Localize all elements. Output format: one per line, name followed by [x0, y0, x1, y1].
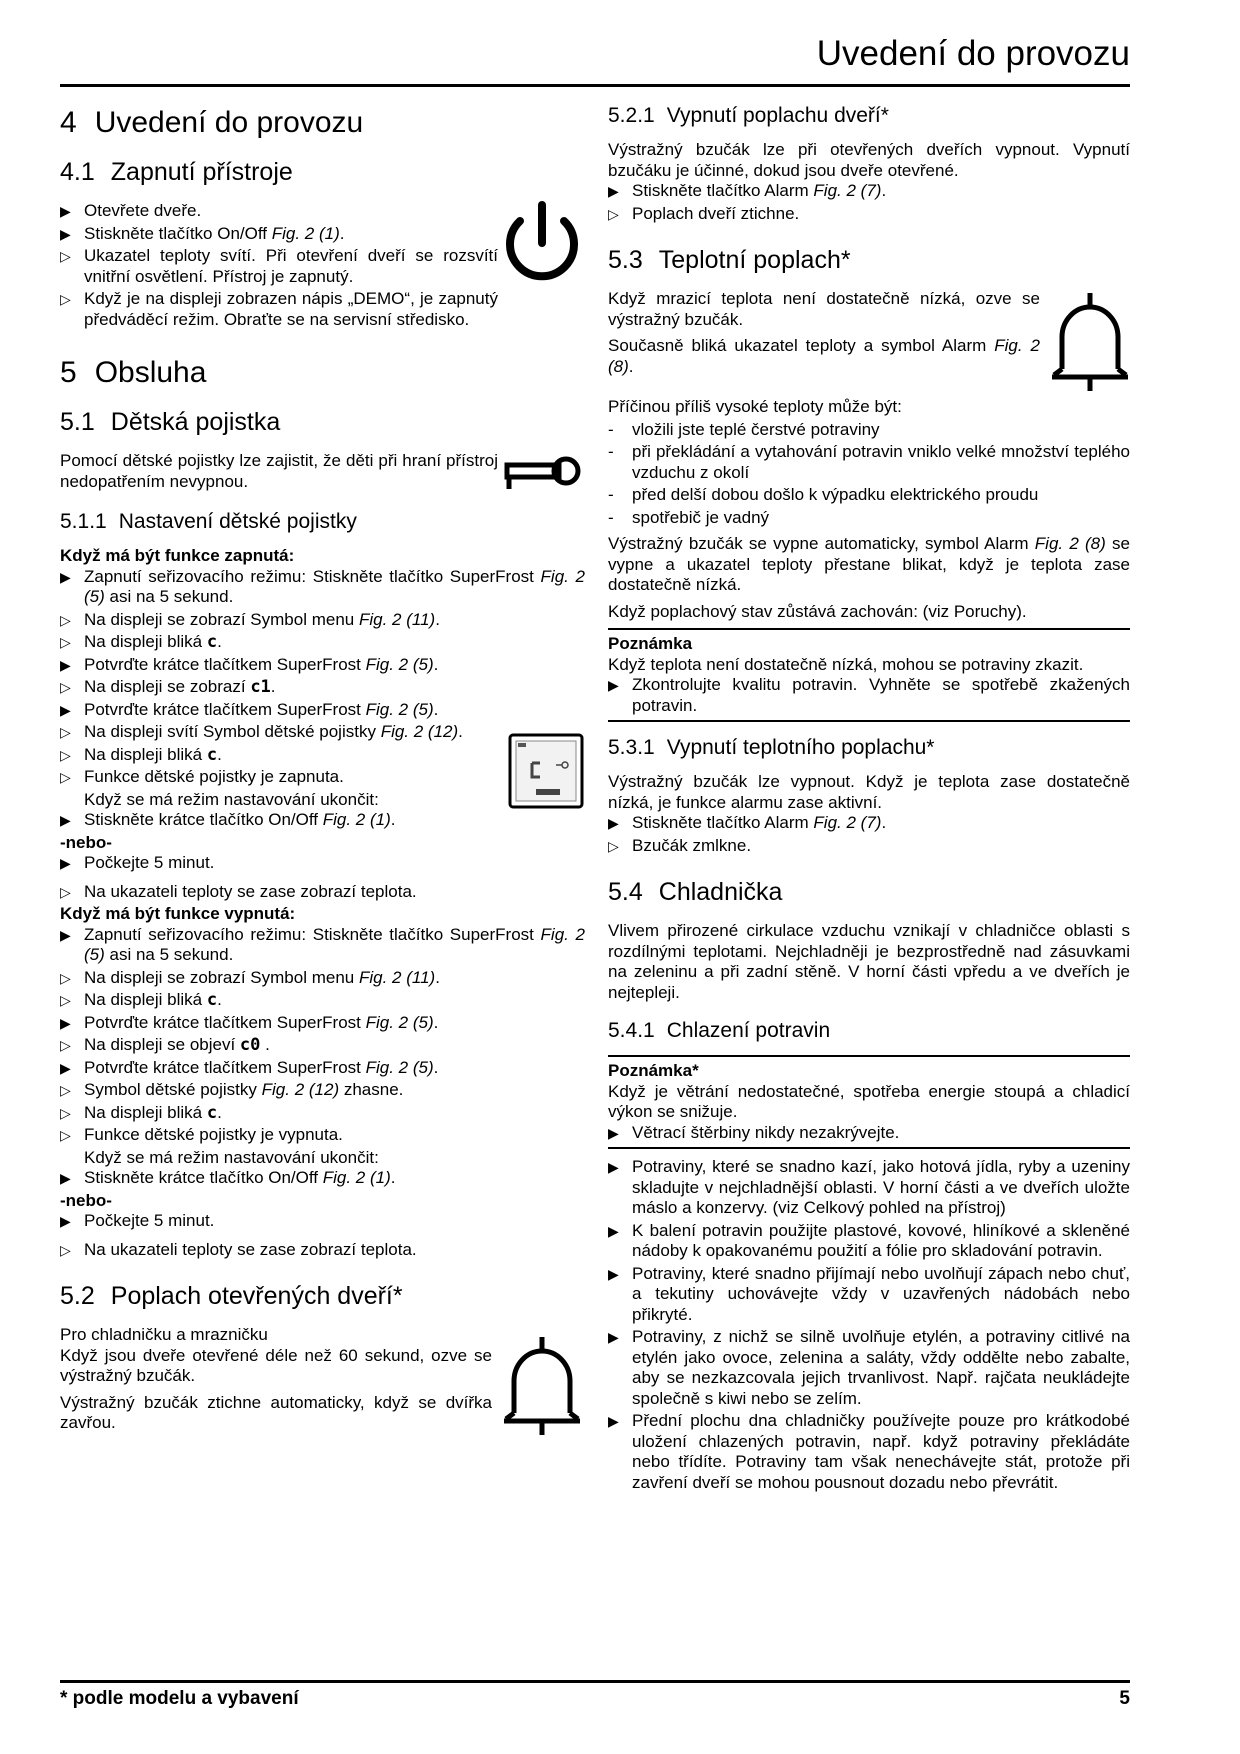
dash-marker: -	[608, 507, 614, 527]
result-arrow-icon: ▷	[60, 679, 71, 695]
list-item-text: Potraviny, které snadno přijímají nebo uvolňují zápach nebo chuť, a tekutiny uchovávejte vždy v uzavřených nádobách nebo přikryté.	[632, 1263, 1130, 1324]
result-arrow-icon: ▷	[60, 1104, 71, 1121]
temp-2	[60, 1240, 585, 1261]
list-item	[60, 700, 585, 721]
result-arrow-icon: ▷	[60, 1127, 71, 1143]
list-item-text: Na displeji se zobrazí c1.	[84, 677, 276, 697]
result-arrow-icon: ▷	[60, 769, 71, 785]
nebo-1: -nebo-	[60, 832, 112, 852]
result-arrow-icon: ▷	[60, 1241, 71, 1258]
result-arrow-icon: ▷	[608, 837, 619, 854]
list-item-text: Potvrďte krátce tlačítkem SuperFrost Fig. 2 (5).	[84, 1012, 439, 1032]
list-item-text: Na ukazateli teploty se zase zobrazí teplota.	[84, 1239, 417, 1259]
list-item-text: Na displeji se objeví c0 .	[84, 1035, 270, 1055]
list-item-text: Poplach dveří ztichne.	[632, 203, 800, 223]
note-item-2	[608, 1123, 1130, 1144]
dash-marker: -	[608, 442, 614, 461]
action-arrow-icon: ▶	[60, 701, 71, 718]
on-end	[60, 810, 585, 831]
figure-reference: Fig. 2 (1)	[322, 810, 391, 829]
display-symbol: c	[206, 990, 218, 1010]
left-column	[60, 100, 585, 1440]
list-item	[60, 201, 498, 222]
off-end	[60, 1168, 585, 1189]
list-item	[60, 246, 498, 287]
action-arrow-icon: ▶	[60, 855, 71, 871]
action-arrow-icon: ▶	[60, 1059, 71, 1076]
list-item-text: Na ukazateli teploty se zase zobrazí teplota.	[84, 881, 417, 901]
right-column	[608, 100, 1130, 1495]
action-arrow-icon: ▶	[60, 203, 71, 219]
list-item	[60, 990, 585, 1011]
off-label: Když má být funkce vypnutá:	[60, 904, 296, 923]
list-item-text: Stiskněte tlačítko Alarm Fig. 2 (7).	[632, 813, 887, 832]
heading-5-1: 5.1 Dětská pojistka	[60, 408, 281, 436]
cause-text: před delší dobou došlo k výpadku elektrického proudu	[632, 485, 1039, 504]
section-5-1	[60, 451, 585, 492]
list-item-text: Potvrďte krátce tlačítkem SuperFrost Fig. 2 (5).	[84, 699, 439, 719]
footer-note: * podle modelu a vybavení	[60, 1688, 299, 1709]
result-arrow-icon: ▷	[60, 883, 71, 900]
list-item	[60, 1168, 585, 1189]
cause-item	[608, 420, 1130, 441]
list-item-text: Na displeji bliká c.	[84, 744, 222, 765]
action-arrow-icon: ▶	[60, 656, 71, 673]
steps-5-4-1	[608, 1157, 1130, 1493]
alarm-bell-icon	[1048, 289, 1132, 393]
list-item	[60, 1058, 585, 1079]
list-item-text: Stiskněte tlačítko On/Off Fig. 2 (1).	[84, 223, 345, 243]
list-item	[60, 722, 500, 743]
text-5-2-b: Když jsou dveře otevřené déle než 60 sekund, ozve se výstražný bzučák.	[60, 1345, 492, 1385]
on-steps-wrap	[60, 567, 585, 788]
on-label: Když má být funkce zapnutá:	[60, 546, 295, 565]
list-item-text: Symbol dětské pojistky Fig. 2 (12) zhasne.	[84, 1080, 404, 1099]
action-arrow-icon: ▶	[60, 812, 71, 828]
heading-5-2-1: 5.2.1 Vypnutí poplachu dveří*	[608, 104, 889, 127]
list-item	[608, 1411, 1130, 1493]
figure-reference: Fig. 2 (12)	[261, 1080, 340, 1099]
list-item-text: Větrací štěrbiny nikdy nezakrývejte.	[632, 1122, 900, 1142]
figure-reference: Fig. 2 (5)	[365, 1057, 434, 1077]
cause-text: vložili jste teplé čerstvé potraviny	[632, 419, 880, 439]
list-item	[60, 632, 585, 653]
list-item-text: Počkejte 5 minut.	[84, 1211, 215, 1230]
note-rule-2	[608, 1055, 1130, 1057]
note-rule-2b	[608, 1147, 1130, 1149]
figure-reference: Fig. 2 (1)	[271, 223, 340, 243]
heading-5-4-1: 5.4.1 Chlazení potravin	[608, 1019, 831, 1042]
list-item-text: Zapnutí seřizovacího režimu: Stiskněte tlačítko SuperFrost Fig. 2 (5) asi na 5 sekund.	[84, 924, 585, 964]
list-item	[60, 1013, 585, 1034]
figure-reference: Fig. 2 (11)	[358, 967, 436, 987]
result-arrow-icon: ▷	[60, 746, 71, 763]
list-item	[608, 181, 1130, 202]
list-item	[60, 1080, 585, 1101]
text-5-4: Vlivem přirozené cirkulace vzduchu vznikají v chladničce oblasti s rozdílnými teplotami. Nejchladněji je bezprostředně nad zásuvkami na zeleninu a při zadní stěně. V horní části vpředu a ve dveřích je nejtepleji.	[608, 921, 1130, 1002]
text-5-3-e: Když poplachový stav zůstává zachován: (viz Poruchy).	[608, 601, 1027, 621]
action-arrow-icon: ▶	[608, 1124, 619, 1141]
cause-item	[608, 508, 1130, 529]
nebo-2: -nebo-	[60, 1190, 112, 1210]
list-item-text: Počkejte 5 minut.	[84, 853, 215, 872]
text-5-3-c: Příčinou příliš vysoké teploty může být:	[608, 397, 902, 416]
heading-4: 4 Uvedení do provozu	[60, 106, 364, 139]
result-arrow-icon: ▷	[60, 969, 71, 986]
result-arrow-icon: ▷	[60, 248, 71, 264]
cause-text: při překládání a vytahování potravin vniklo velké množství teplého vzduchu z okolí	[632, 442, 1130, 482]
dash-marker: -	[608, 419, 614, 439]
list-item	[60, 925, 585, 966]
text-5-3-d: Výstražný bzučák se vypne automaticky, symbol Alarm Fig. 2 (8) se vypne a ukazatel teploty přestane blikat, když je teplota zase dostatečně nízká.	[608, 534, 1130, 594]
list-item-text: K balení potravin použijte plastové, kovové, hliníkové a skleněné nádoby k opakovanému použití a fólie pro skladování potravin.	[632, 1220, 1130, 1260]
note-title-2: Poznámka*	[608, 1061, 699, 1080]
action-arrow-icon: ▶	[608, 1413, 619, 1429]
list-item	[60, 610, 585, 631]
action-arrow-icon: ▶	[60, 1014, 71, 1031]
cause-item	[608, 442, 1130, 483]
list-item-text: Bzučák zmlkne.	[632, 835, 752, 855]
list-item	[60, 224, 498, 245]
list-item-text: Potvrďte krátce tlačítkem SuperFrost Fig. 2 (5).	[84, 1057, 439, 1077]
on-steps	[60, 567, 585, 788]
list-item	[60, 677, 585, 698]
display-symbol: c1	[250, 677, 271, 697]
action-arrow-icon: ▶	[608, 815, 619, 831]
action-arrow-icon: ▶	[608, 1329, 619, 1345]
list-item-text: Zapnutí seřizovacího režimu: Stiskněte tlačítko SuperFrost Fig. 2 (5) asi na 5 sekund.	[84, 566, 585, 606]
list-item	[60, 968, 585, 989]
list-item	[608, 675, 1130, 716]
figure-reference: Fig. 2 (5)	[84, 924, 585, 964]
heading-5-1-1: 5.1.1 Nastavení dětské pojistky	[60, 510, 357, 533]
note-text-1: Když teplota není dostatečně nízká, mohou se potraviny zkazit.	[608, 654, 1084, 674]
list-item	[60, 567, 585, 608]
list-item	[608, 204, 1130, 225]
list-item-text: Na displeji se zobrazí Symbol menu Fig. 2 (11).	[84, 609, 440, 629]
heading-4-1: 4.1 Zapnutí přístroje	[60, 158, 293, 186]
heading-5-2: 5.2 Poplach otevřených dveří*	[60, 1282, 403, 1310]
causes-list	[608, 420, 1130, 529]
figure-reference: Fig. 2 (1)	[322, 1168, 391, 1187]
dash-marker: -	[608, 485, 614, 504]
action-arrow-icon: ▶	[60, 1170, 71, 1186]
key-icon	[504, 451, 584, 493]
display-symbol: c	[206, 1102, 218, 1123]
list-item-text: Stiskněte krátce tlačítko On/Off Fig. 2 (1).	[84, 1168, 396, 1187]
list-item-text: Funkce dětské pojistky je vypnuta.	[84, 1125, 343, 1144]
end-text-2: Když se má režim nastavování ukončit:	[84, 1147, 379, 1167]
action-arrow-icon: ▶	[60, 1213, 71, 1229]
action-arrow-icon: ▶	[608, 1222, 619, 1239]
text-5-1: Pomocí dětské pojistky lze zajistit, že děti při hraní přístroj nedopatřením nevypnou.	[60, 451, 498, 491]
display-symbol: c	[206, 632, 218, 652]
action-arrow-icon: ▶	[608, 183, 619, 199]
list-item	[60, 882, 585, 903]
result-arrow-icon: ▷	[60, 724, 71, 740]
result-arrow-icon: ▷	[60, 992, 71, 1008]
header-rule	[60, 84, 1130, 87]
result-arrow-icon: ▷	[60, 1037, 71, 1053]
note-title-1: Poznámka	[608, 634, 693, 653]
result-arrow-icon: ▷	[608, 205, 619, 222]
action-arrow-icon: ▶	[60, 225, 71, 242]
list-item-text: Funkce dětské pojistky je zapnuta.	[84, 767, 344, 786]
list-item	[60, 1103, 585, 1124]
display-icon	[508, 733, 584, 809]
display-symbol: c	[206, 744, 218, 765]
temp-1	[60, 882, 585, 903]
heading-5-3: 5.3 Teplotní poplach*	[608, 246, 851, 274]
steps-5-3-1	[608, 813, 1130, 856]
heading-5: 5 Obsluha	[60, 356, 207, 389]
text-5-3-1: Výstražný bzučák lze vypnout. Když je teplota zase dostatečně nízká, je funkce alarmu zase aktivní.	[608, 772, 1130, 812]
list-item	[608, 1221, 1130, 1262]
list-item	[608, 836, 1130, 857]
bell-icon	[500, 1333, 584, 1437]
list-item	[60, 1211, 585, 1232]
list-item	[608, 813, 1130, 834]
list-item-text: Když je na displeji zobrazen nápis „DEMO“, je zapnutý předváděcí režim. Obraťte se na servisní středisko.	[84, 289, 498, 329]
section-4-1	[60, 201, 585, 330]
list-item	[60, 1125, 585, 1146]
list-item-text: Potraviny, které se snadno kazí, jako hotová jídla, ryby a uzeniny skladujte v nejchladnější oblasti. V horní části a ve dveřích uložte máslo a konzervy. (viz Celkový pohled na přístroj)	[632, 1157, 1130, 1217]
wait-2	[60, 1211, 585, 1232]
list-item-text: Stiskněte tlačítko Alarm Fig. 2 (7).	[632, 181, 887, 200]
note-rule-1b	[608, 720, 1130, 722]
section-5-2	[60, 1325, 585, 1434]
list-item-text: Přední plochu dna chladničky používejte pouze pro krátkodobé uložení chlazených potravin, např. když potraviny překládáte nebo třídíte. Potraviny tam však nenechávejte stát, protože při zavření dveří se mohou pousnout dozadu nebo převrátit.	[632, 1411, 1130, 1492]
footer-rule	[60, 1680, 1130, 1683]
text-5-3-a: Když mrazicí teplota není dostatečně nízká, ozve se výstražný bzučák.	[608, 289, 1040, 329]
list-item-text: Stiskněte krátce tlačítko On/Off Fig. 2 (1).	[84, 810, 396, 829]
list-item	[60, 655, 585, 676]
action-arrow-icon: ▶	[608, 677, 619, 693]
page-number: 5	[1119, 1688, 1130, 1709]
text-5-2-c: Výstražný bzučák ztichne automaticky, když se dvířka zavřou.	[60, 1392, 492, 1432]
figure-reference: Fig. 2 (5)	[84, 566, 585, 606]
list-item-text: Na displeji se zobrazí Symbol menu Fig. 2 (11).	[84, 967, 440, 987]
figure-reference: Fig. 2 (12)	[380, 722, 459, 741]
list-item	[60, 810, 585, 831]
list-item	[60, 289, 498, 330]
list-item	[608, 1264, 1130, 1326]
cause-item	[608, 485, 1130, 506]
result-arrow-icon: ▷	[60, 611, 71, 628]
result-arrow-icon: ▷	[60, 634, 71, 650]
list-item	[608, 1123, 1130, 1144]
steps-4-1	[60, 201, 498, 330]
list-item-text: Na displeji svítí Symbol dětské pojistky Fig. 2 (12).	[84, 722, 463, 741]
list-item	[608, 1327, 1130, 1409]
list-item-text: Na displeji bliká c.	[84, 1102, 222, 1123]
list-item	[608, 1157, 1130, 1219]
list-item-text: Zkontrolujte kvalitu potravin. Vyhněte se spotřebě zkažených potravin.	[632, 675, 1130, 715]
note-rule-1	[608, 628, 1130, 630]
text-5-2-a: Pro chladničku a mrazničku	[60, 1325, 268, 1344]
page-header-title: Uvedení do provozu	[816, 34, 1130, 73]
note-text-2: Když je větrání nedostatečné, spotřeba energie stoupá a chladicí výkon se snižuje.	[608, 1081, 1130, 1121]
figure-reference: Fig. 2 (5)	[365, 654, 434, 674]
result-arrow-icon: ▷	[60, 291, 71, 307]
action-arrow-icon: ▶	[60, 568, 71, 585]
text-5-3-b: Současně bliká ukazatel teploty a symbol Alarm Fig. 2 (8).	[608, 336, 1040, 376]
heading-5-4: 5.4 Chladnička	[608, 878, 783, 906]
list-item-text: Na displeji bliká c.	[84, 632, 222, 652]
action-arrow-icon: ▶	[608, 1159, 619, 1175]
action-arrow-icon: ▶	[60, 926, 71, 943]
off-steps	[60, 925, 585, 1146]
figure-reference: Fig. 2 (11)	[358, 609, 436, 629]
figure-reference: Fig. 2 (5)	[365, 1012, 434, 1032]
list-item-text: Otevřete dveře.	[84, 201, 202, 220]
action-arrow-icon: ▶	[608, 1265, 619, 1282]
list-item	[60, 853, 585, 874]
list-item	[60, 1240, 585, 1261]
list-item	[60, 767, 585, 788]
text-5-2-1: Výstražný bzučák lze při otevřených dveřích vypnout. Vypnutí bzučáku je účinné, dokud jsou dveře otevřené.	[608, 140, 1130, 180]
steps-5-2-1	[608, 181, 1130, 224]
figure-reference: Fig. 2 (7)	[813, 181, 882, 200]
result-arrow-icon: ▷	[60, 1082, 71, 1098]
list-item-text: Na displeji bliká c.	[84, 990, 222, 1010]
list-item	[60, 1035, 585, 1056]
list-item	[60, 745, 500, 766]
wait-1	[60, 853, 585, 874]
list-item-text: Potraviny, z nichž se silně uvolňuje etylén, a potraviny citlivé na etylén jako ovoce, zelenina a saláty, vždy oddělte nebo zabalte, aby se nezkazcovala jejich trvanlivost. Např. rajčata neukládejte společně s kiwi nebo se zelím.	[632, 1327, 1130, 1408]
note-item-1	[608, 675, 1130, 716]
display-symbol: c0	[239, 1035, 261, 1055]
list-item-text: Ukazatel teploty svítí. Při otevření dveří se rozsvítí vnitřní osvětlení. Přístroj je zapnutý.	[84, 246, 498, 286]
figure-reference: Fig. 2 (5)	[365, 699, 434, 719]
cause-text: spotřebič je vadný	[632, 507, 770, 527]
heading-5-3-1: 5.3.1 Vypnutí teplotního poplachu*	[608, 736, 935, 759]
list-item-text: Potvrďte krátce tlačítkem SuperFrost Fig. 2 (5).	[84, 654, 439, 674]
end-text-1: Když se má režim nastavování ukončit:	[84, 789, 379, 809]
section-5-3	[608, 289, 1130, 377]
power-icon	[500, 199, 584, 289]
figure-reference: Fig. 2 (7)	[813, 813, 882, 832]
